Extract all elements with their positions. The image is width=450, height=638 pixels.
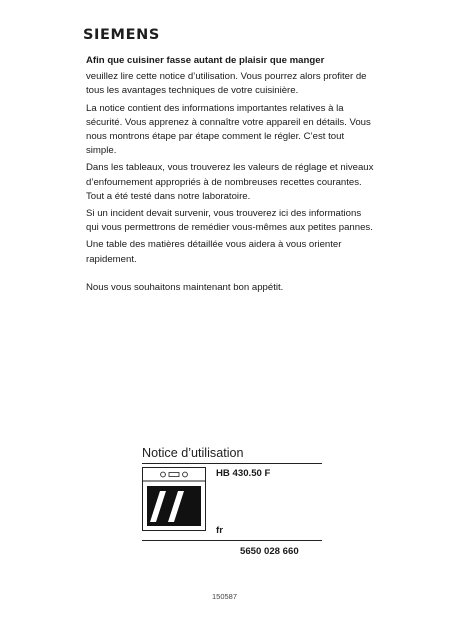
intro-paragraph: La notice contient des informations importantes relatives à la sécurité. Vous apprenez à connaître votre appareil en détails. Vous nous montrons étape par étape comment le régler. C’est tout simple. (86, 102, 371, 157)
intro-closing: Nous vous souhaitons maintenant bon appétit. (86, 281, 284, 293)
language-code: fr (216, 525, 223, 536)
brand-logo: SIEMENS (83, 27, 160, 43)
divider (142, 540, 322, 541)
document-number: 150587 (212, 592, 238, 601)
model-number: HB 430.50 F (216, 468, 271, 479)
intro-paragraph: veuillez lire cette notice d’utilisation. Vous pourrez alors profiter de tous les avantages techniques de votre cuisinière. (86, 71, 367, 97)
divider (142, 463, 322, 464)
oven-front-icon (142, 467, 206, 531)
part-number: 5650 028 660 (240, 546, 299, 557)
intro-paragraph: Si un incident devait survenir, vous trouverez ici des informations qui vous permettrons de remédier vous-mêmes aux petites pannes. (86, 208, 373, 234)
intro-lead: Afin que cuisiner fasse autant de plaisir que manger (86, 55, 325, 66)
intro-paragraph: Une table des matières détaillée vous aidera à vous orienter rapidement. (86, 239, 342, 265)
intro-text (86, 54, 376, 298)
manual-title: Notice d’utilisation (142, 446, 244, 460)
intro-paragraph: Dans les tableaux, vous trouverez les valeurs de réglage et niveaux d’enfournement appropriés à de nombreuses recettes courantes. Tout a été testé dans notre laboratoire. (86, 162, 374, 202)
